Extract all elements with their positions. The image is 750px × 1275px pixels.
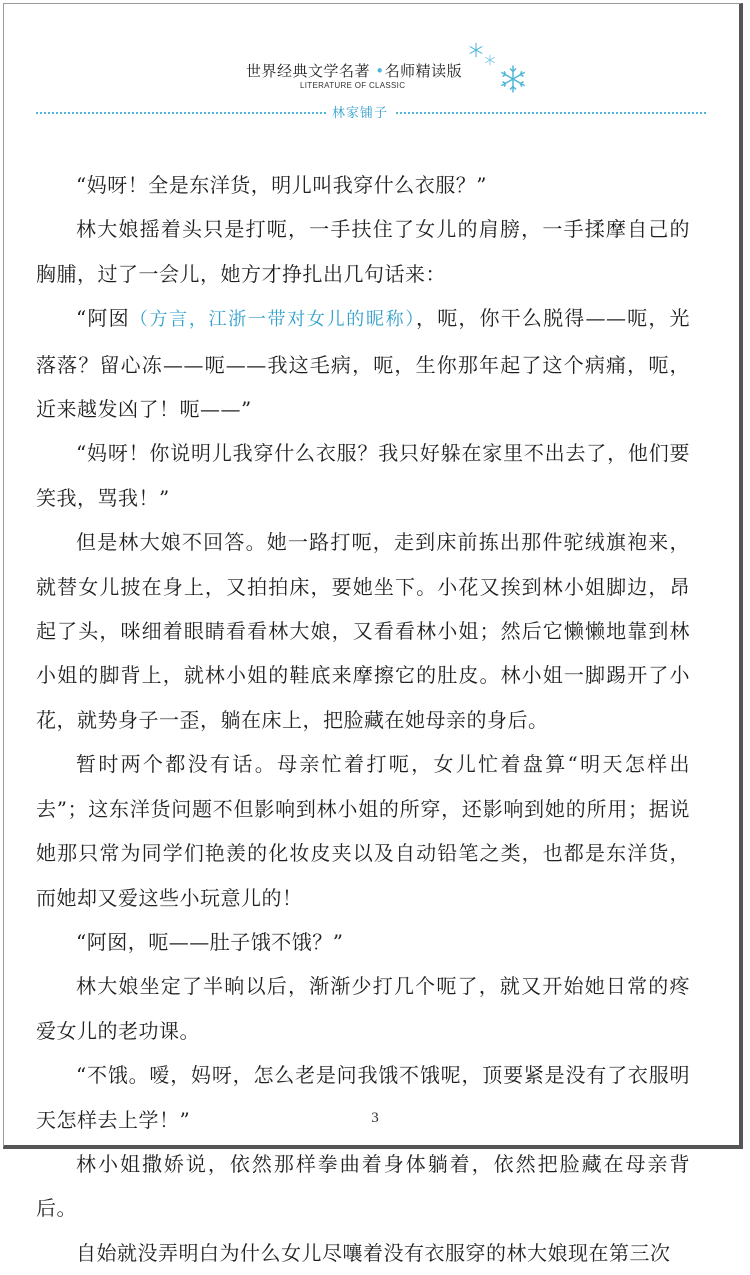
paragraph: “妈呀！你说明儿我穿什么衣服？我只好躲在家里不出去了，他们要笑我，骂我！” — [36, 441, 690, 510]
paragraph: “不饿。嗳，妈呀，怎么老是问我饿不饿呢，顶要紧是没有了衣服明天怎样去上学！” — [36, 1063, 690, 1132]
chapter-title: 林家铺子 — [326, 102, 394, 121]
paragraph: 自始就没弄明白为什么女儿尽嚷着没有衣服穿的林大娘现在第三次 — [76, 1240, 671, 1265]
paragraph: 但是林大娘不回答。她一路打呃，走到床前拣出那件驼绒旗袍来，就替女儿披在身上，又拍拍床，要她坐下。小花又挨到林小姐脚边，昂起了头，咪细着眼睛看看林大娘，又看看林小姐；然后它懒懒地靠到林小姐的脚背上，就林小姐的鞋底来摩擦它的肚皮。林小姐一脚踢开了小花，就势身子一歪，躺在床上，把脸藏在她母亲的身后。 — [36, 530, 690, 732]
paragraph: 暂时两个都没有话。母亲忙着打呃，女儿忙着盘算“明天怎样出去”；这东洋货问题不但影响到林小姐的所穿，还影响到她的所用；据说她那只常为同学们艳羡的化妆皮夹以及自动铅笔之类，也都是东洋货，而她却又爱这些小玩意儿的！ — [36, 752, 690, 910]
paragraph: 林大娘坐定了半晌以后，渐渐少打几个呃了，就又开始她日常的疼爱女儿的老功课。 — [36, 974, 690, 1043]
body-text — [36, 163, 690, 1275]
running-header — [0, 40, 750, 130]
snowflake-icon — [468, 42, 484, 58]
paragraph: “妈呀！全是东洋货，明儿叫我穿什么衣服？” — [76, 173, 487, 197]
snowflake-icon — [498, 64, 528, 94]
series-title: 世界经典文学名著 •名师精读版 — [246, 62, 463, 80]
dialect-note: （方言，江浙一带对女儿的昵称） — [129, 309, 417, 331]
snowflake-icon — [484, 54, 496, 66]
paragraph: 林小姐撒娇说，依然那样拳曲着身体躺着，依然把脸藏在母亲背后。 — [36, 1151, 690, 1221]
series-dot: • — [375, 62, 385, 80]
page-number: 3 — [371, 1110, 379, 1126]
paragraph: 林大娘摇着头只是打呃，一手扶住了女儿的肩膀，一手揉摩自己的胸脯，过了一会儿，她方才挣扎出几句话来： — [36, 217, 690, 286]
series-subtitle: LITERATURE OF CLASSIC — [300, 81, 406, 90]
paragraph: “阿囡（方言，江浙一带对女儿的昵称），呃，你干么脱得——呃，光落落？留心冻——呃——我这毛病，呃，生你那年起了这个病痛，呃，近来越发凶了！呃——” — [36, 306, 691, 422]
paragraph: “阿囡，呃——肚子饿不饿？” — [76, 929, 344, 954]
